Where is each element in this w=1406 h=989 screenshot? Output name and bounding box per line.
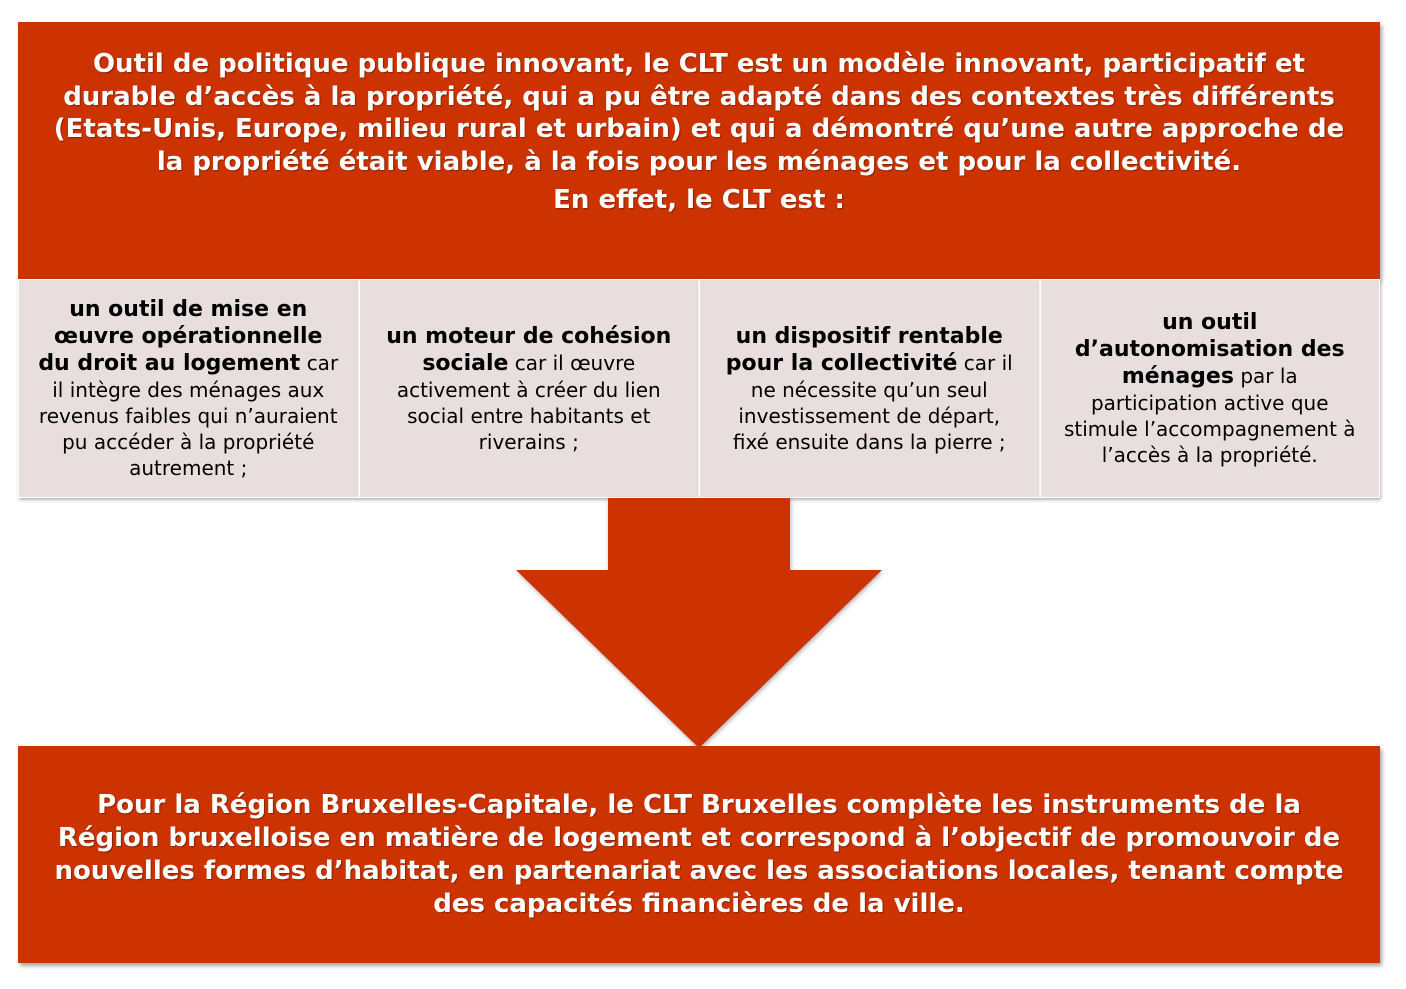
intro-lead: En effet, le CLT est : <box>553 185 845 215</box>
intro-box <box>18 22 1380 279</box>
conclusion-text: Pour la Région Bruxelles-Capitale, le CLT Bruxelles complète les instruments de la Région bruxelloise en matière de logement et correspond à l’objectif de promouvoir de nouvelles formes d’habitat, en partenariat avec les associations locales, tenant compte des capacités financières de la ville. <box>54 789 1344 919</box>
feature-card-empowerment <box>1040 279 1381 498</box>
feature-card-text: par la participation active que stimule l’accompagnement à l’accès à la propriété. <box>1063 364 1356 467</box>
down-arrow-shape <box>516 498 882 748</box>
down-arrow-icon <box>516 498 882 748</box>
intro-text: Outil de politique publique innovant, le CLT est un modèle innovant, participatif et durable d’accès à la propriété, qui a pu être adapté dans des contextes très différents (Etats-Unis, Europe, milieu rural et urbain) et qui a démontré qu’une autre approche de la propriété était viable, à la fois pour les ménages et pour la collectivité. <box>53 49 1345 177</box>
conclusion-box <box>18 746 1380 963</box>
feature-card-text: car il intègre des ménages aux revenus faibles qui n’auraient pu accéder à la propriété autrement ; <box>38 351 339 480</box>
feature-card-housing-right <box>18 279 359 498</box>
feature-card-text: car il ne nécessite qu’un seul investissement de départ, fixé ensuite dans la pierre ; <box>732 350 1013 454</box>
feature-card-profitable <box>699 279 1040 498</box>
feature-card-text: car il œuvre activement à créer du lien social entre habitants et riverains ; <box>396 350 661 454</box>
feature-card-title: un outil d’autonomisation des ménages <box>1074 310 1345 389</box>
feature-card-social-cohesion <box>359 279 700 498</box>
feature-cards <box>18 279 1380 498</box>
feature-card-title: un moteur de cohésion sociale <box>386 323 672 376</box>
feature-card-title: un outil de mise en œuvre opérationnelle du droit au logement <box>38 297 323 376</box>
feature-card-title: un dispositif rentable pour la collectivité <box>725 323 1003 376</box>
